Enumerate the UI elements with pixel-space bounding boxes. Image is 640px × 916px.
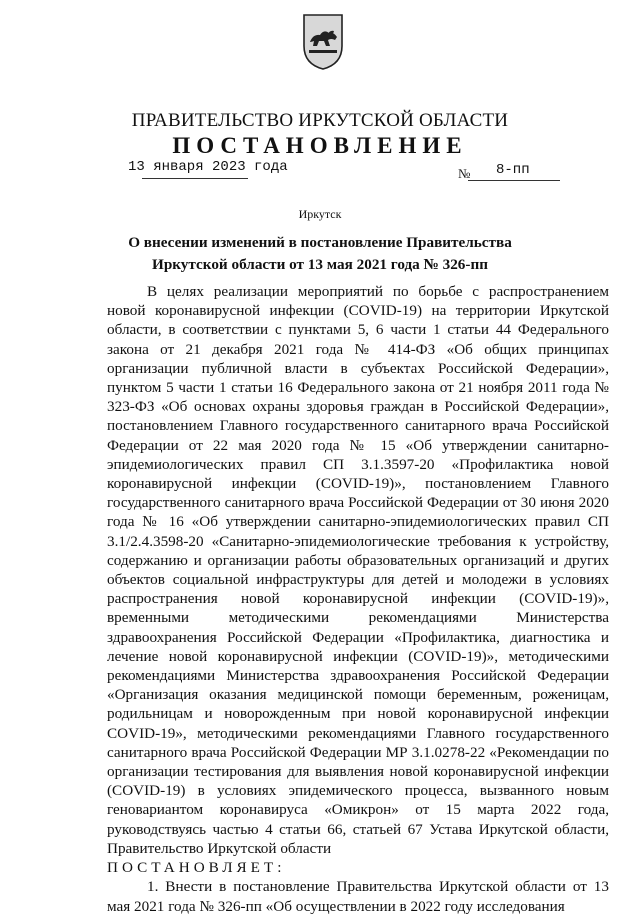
document-type: ПОСТАНОВЛЕНИЕ [172,133,468,158]
city: Иркутск [298,207,342,221]
item-1-paragraph: 1. Внести в постановление Правительства Иркутской области от 13 мая 2021 года № 326-пп «Об осуществлении в 2022 году исследования [107,878,609,915]
government-name: ПРАВИТЕЛЬСТВО ИРКУТСКОЙ ОБЛАСТИ [131,110,509,131]
irkutsk-coat-of-arms-icon [300,12,346,70]
resolves-heading: ПОСТАНОВЛЯЕТ: [107,859,286,877]
decree-date: 13 января 2023 года [128,159,288,175]
preamble-paragraph: В целях реализации мероприятий по борьбе с распространением новой коронавирусной инфекции (COVID-19) на территории Иркутской области, в соответствии с пунктами 5, 6 части 1 статьи 44 Федерального закона от 21 декабря 2021 года № 414-ФЗ «Об общих принципах организации публичной власти в субъектах Российской Федерации», пунктом 5 части 1 статьи 16 Федерального закона от 21 ноября 2011 года № 323-ФЗ «Об основах охраны здоровья граждан в Российской Федерации», постановлением Главного государственного санитарного врача Российской Федерации от 22 мая 2020 года № 15 «Об утверждении санитарно-эпидемиологических правил СП 3.1.3597-20 «Профилактика новой коронавирусной инфекции (COVID-19)», постановлением Главного государственного санитарного врача Российской Федерации от 30 июня 2020 года № 16 «Об утверждении санитарно-эпидемиологических правил СП 3.1/2.4.3598-20 «Санитарно-эпидемиологические требования к устройству, содержанию и организации работы образовательных организаций и других объектов социальной инфраструктуры для детей и молодежи в условиях распространения новой коронавирусной инфекции (COVID-19)», временными методическими рекомендациями Министерства здравоохранения Российской Федерации «Профилактика, диагностика и лечение новой коронавирусной инфекции (COVID-19)», методическими рекомендациями Министерства здравоохранения Российской Федерации «Организация оказания медицинской помощи беременным, роженицам, родильницам и новорожденным при новой коронавирусной инфекции COVID-19», методическими рекомендациями Главного государственного санитарного врача Российской Федерации МР 3.1.0278-22 «Рекомендации по организации тестирования для выявления новой коронавирусной инфекции (COVID-19) в условиях эпидемического процесса, вызванного новым геновариантом коронавируса «Омикрон» от 15 марта 2022 года, руководствуясь частью 4 статьи 66, статьей 67 Устава Иркутской области, Правительство Иркутской области [107,283,609,857]
decree-body [107,282,609,916]
number-underline [468,180,560,181]
date-underline [142,178,248,179]
decree-title: О внесении изменений в постановление Правительства Иркутской области от 13 мая 2021 года № 326-пп [128,234,512,273]
number-sign: № [458,166,471,181]
decree-number: 8-пп [496,162,530,178]
